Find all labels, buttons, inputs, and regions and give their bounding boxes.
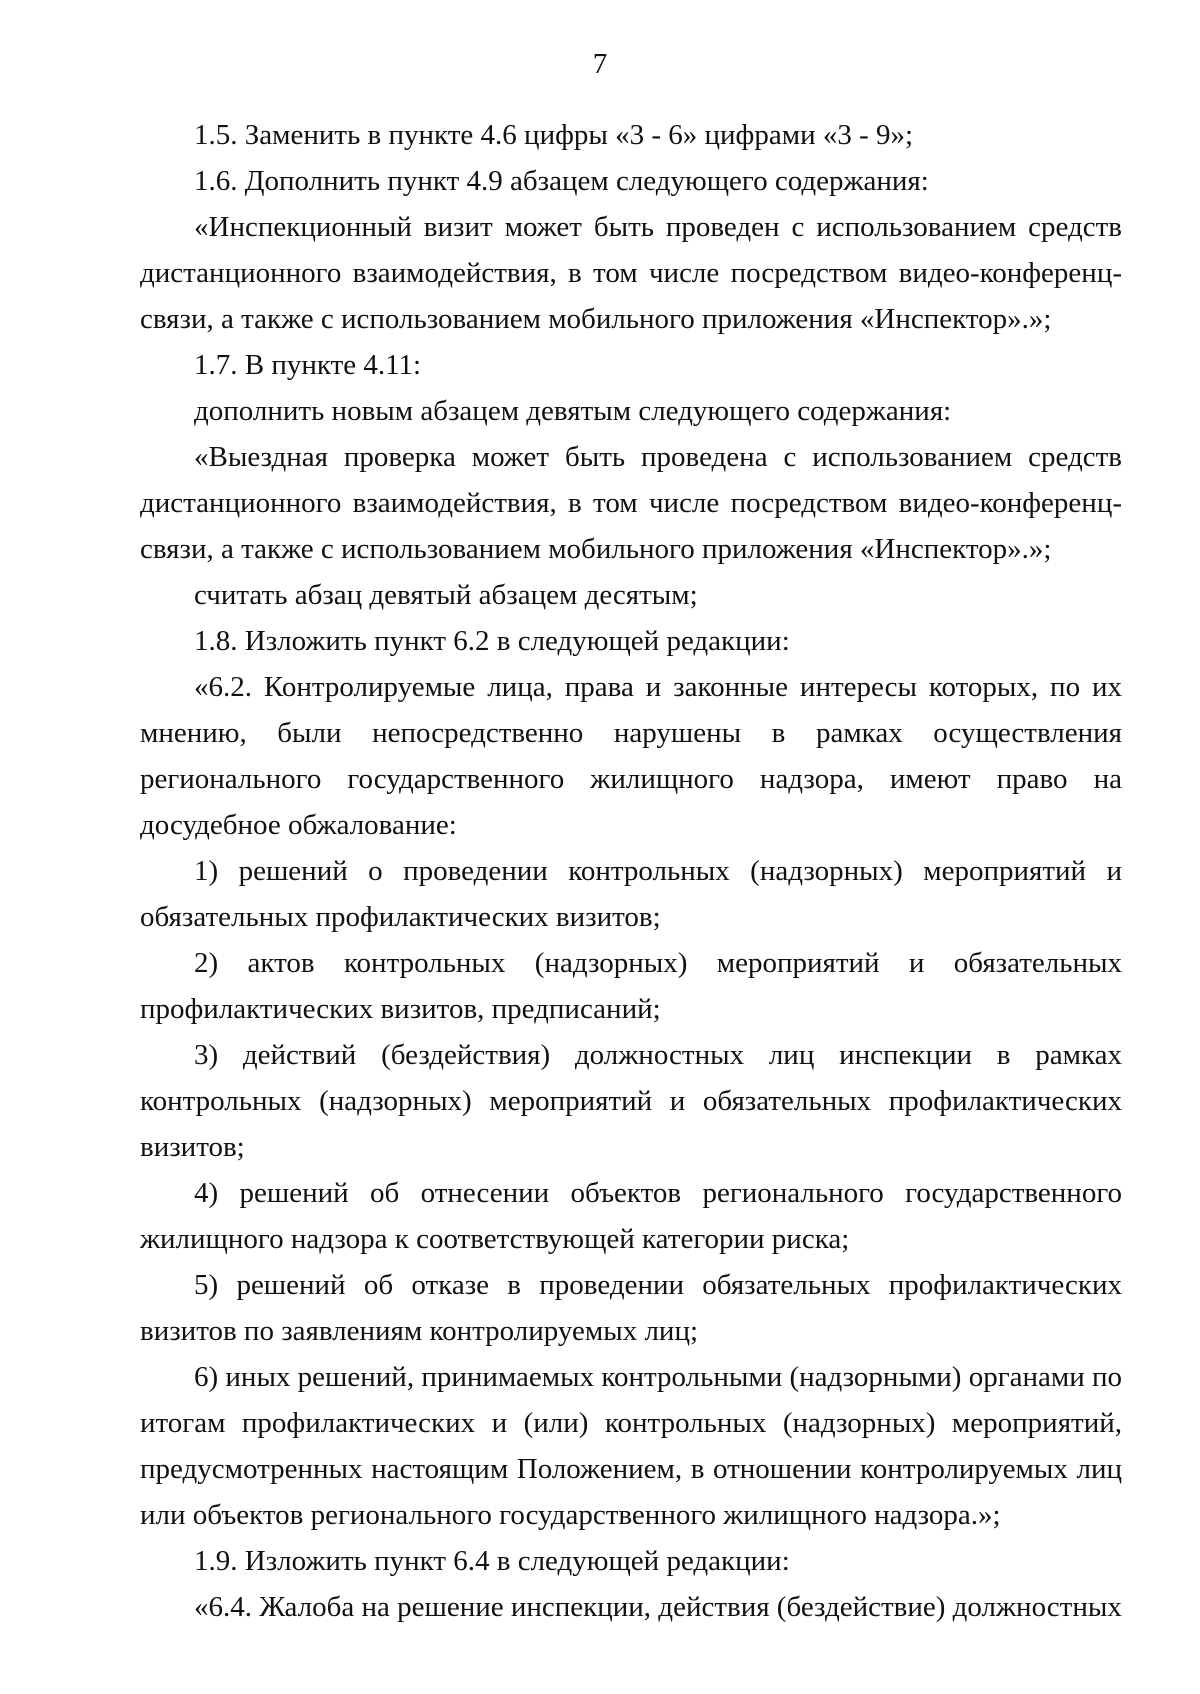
paragraph-1-9: 1.9. Изложить пункт 6.4 в следующей редакции: <box>194 1545 790 1577</box>
list-item-3: 3) действий (бездействия) должностных лиц инспекции в рамках контрольных (надзорных) мероприятий и обязательных профилактических визитов; <box>140 1039 1122 1163</box>
paragraph-renumber: считать абзац девятый абзацем десятым; <box>194 579 698 611</box>
paragraph-1-5: 1.5. Заменить в пункте 4.6 цифры «3 - 6» цифрами «3 - 9»; <box>194 119 914 151</box>
paragraph-1-7: 1.7. В пункте 4.11: <box>194 349 422 381</box>
paragraph-field-check: «Выездная проверка может быть проведена с использованием средств дистанционного взаимодействия, в том числе посредством видео-конференц-связи, а также с использованием мобильного приложения «Инспектор».»; <box>140 441 1122 565</box>
list-item-1: 1) решений о проведении контрольных (надзорных) мероприятий и обязательных профилактических визитов; <box>140 855 1122 933</box>
paragraph-1-8: 1.8. Изложить пункт 6.2 в следующей редакции: <box>194 625 790 657</box>
list-item-6: 6) иных решений, принимаемых контрольными (надзорными) органами по итогам профилактических и (или) контрольных (надзорных) мероприятий, предусмотренных настоящим Положением, в отношении контролируемых лиц или объектов регионального государственного жилищного надзора.»; <box>140 1361 1122 1531</box>
paragraph-1-6: 1.6. Дополнить пункт 4.9 абзацем следующего содержания: <box>194 165 929 197</box>
paragraph-add-ninth: дополнить новым абзацем девятым следующего содержания: <box>194 395 952 427</box>
page-number: 7 <box>592 48 608 80</box>
document-body <box>140 112 1122 1630</box>
list-item-4: 4) решений об отнесении объектов регионального государственного жилищного надзора к соответствующей категории риска; <box>140 1177 1122 1255</box>
paragraph-6-2: «6.2. Контролируемые лица, права и законные интересы которых, по их мнению, были непосредственно нарушены в рамках осуществления регионального государственного жилищного надзора, имеют право на досудебное обжалование: <box>140 671 1122 841</box>
list-item-2: 2) актов контрольных (надзорных) мероприятий и обязательных профилактических визитов, предписаний; <box>140 947 1122 1025</box>
paragraph-6-4: «6.4. Жалоба на решение инспекции, действия (бездействие) должностных <box>194 1591 1122 1623</box>
list-item-5: 5) решений об отказе в проведении обязательных профилактических визитов по заявлениям контролируемых лиц; <box>140 1269 1122 1347</box>
paragraph-inspection-visit: «Инспекционный визит может быть проведен с использованием средств дистанционного взаимодействия, в том числе посредством видео-конференц-связи, а также с использованием мобильного приложения «Инспектор».»; <box>140 211 1122 335</box>
